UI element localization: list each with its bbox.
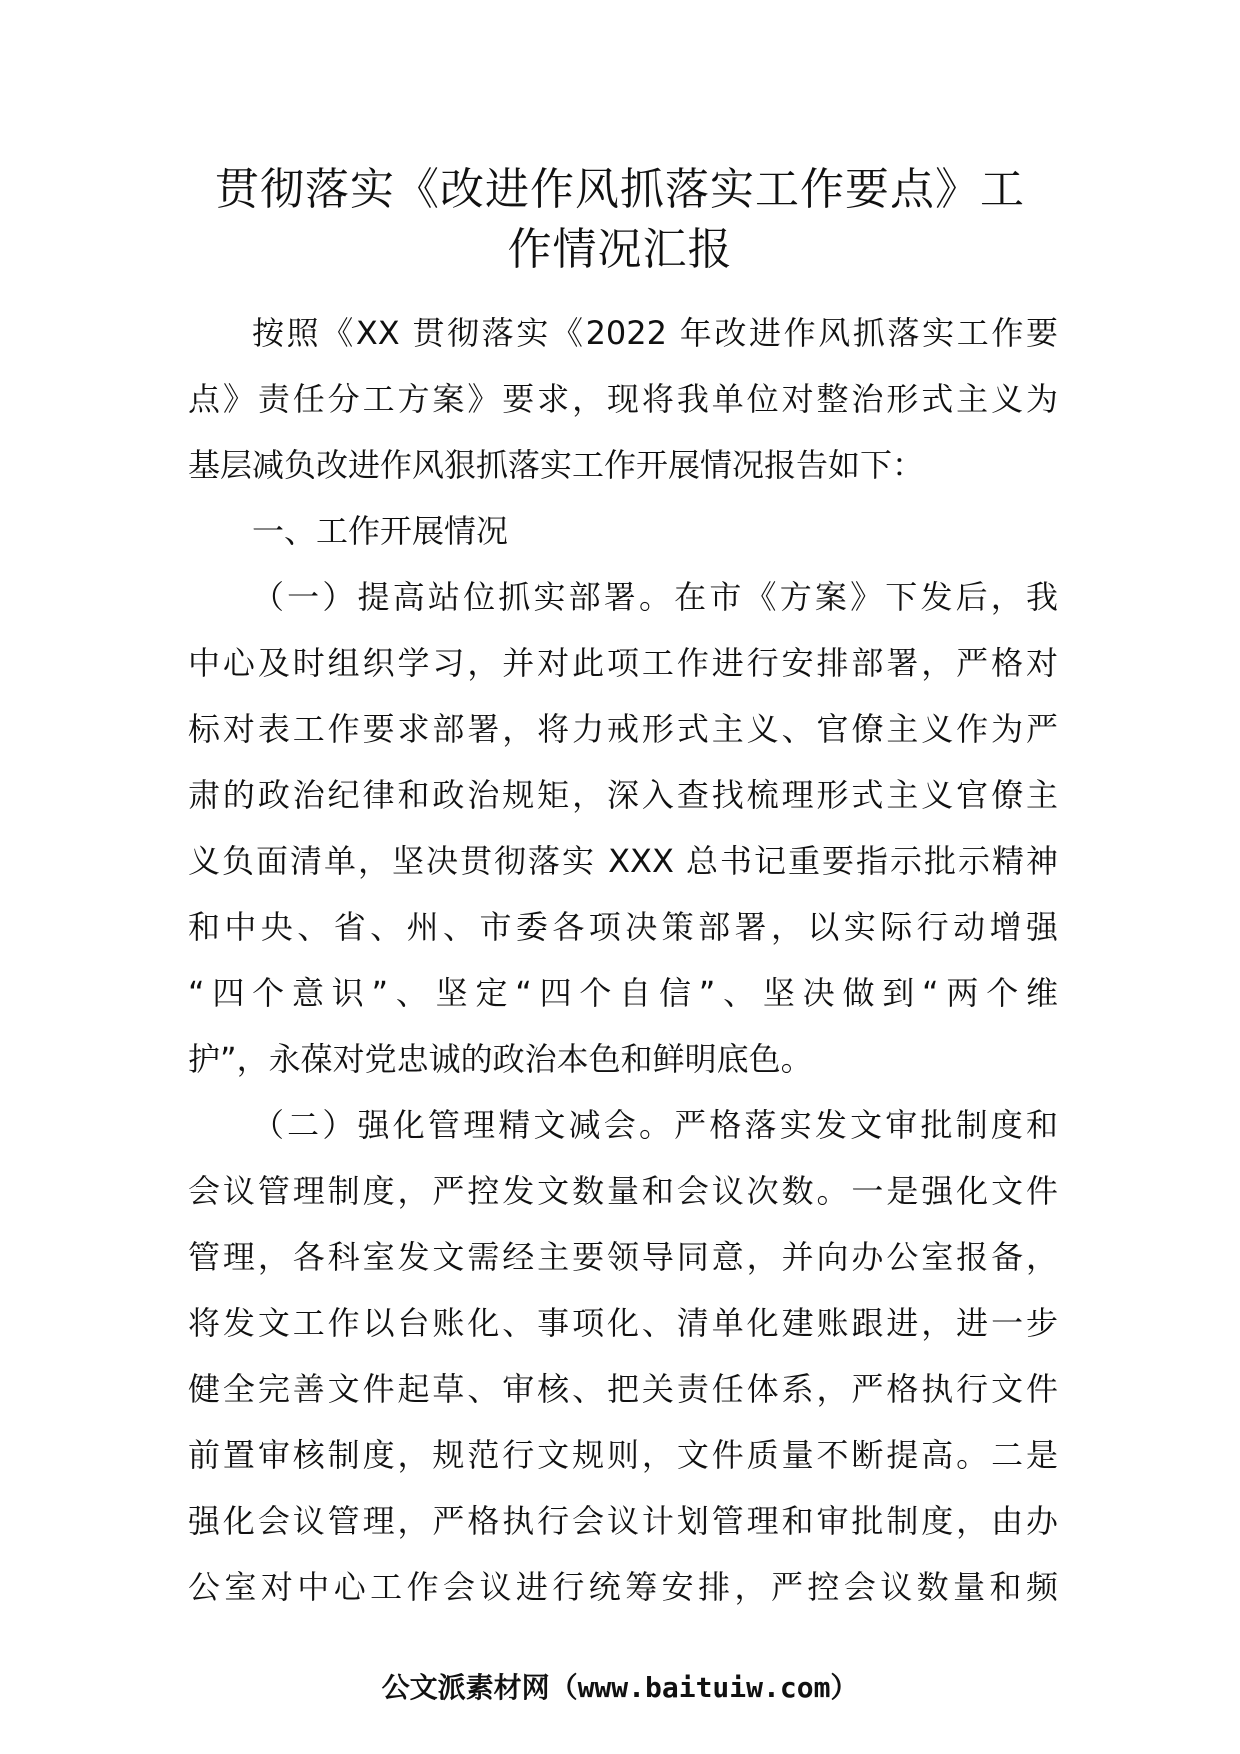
title-line-2: 作情况汇报: [507, 224, 733, 275]
text-line: 将发文工作以台账化、事项化、清单化建账跟进，进一步: [188, 1304, 1058, 1342]
document-title: [190, 160, 1050, 280]
paragraph-item-2: [188, 1092, 1058, 1620]
text-line: 一、工作开展情况: [252, 512, 509, 550]
text-line: 按照《XX 贯彻落实《2022 年改进作风抓落实工作要: [252, 314, 1058, 352]
text-line: （二）强化管理精文减会。严格落实发文审批制度和: [252, 1106, 1058, 1144]
text-line: “四个意识”、坚定“四个自信”、坚决做到“两个维: [188, 974, 1058, 1012]
text-line: 肃的政治纪律和政治规矩，深入查找梳理形式主义官僚主: [188, 776, 1058, 814]
title-line-1: 贯彻落实《改进作风抓落实工作要点》工: [215, 164, 1025, 215]
text-line: 义负面清单，坚决贯彻落实 XXX 总书记重要指示批示精神: [188, 842, 1058, 880]
footer-watermark: 公文派素材网（www.baituiw.com）: [381, 1671, 859, 1704]
section-heading: [188, 498, 1058, 564]
text-line: 中心及时组织学习，并对此项工作进行安排部署，严格对: [188, 644, 1058, 682]
text-line: 基层减负改进作风狠抓落实工作开展情况报告如下：: [188, 446, 925, 484]
text-line: 健全完善文件起草、审核、把关责任体系，严格执行文件: [188, 1370, 1058, 1408]
text-line: 管理，各科室发文需经主要领导同意，并向办公室报备，: [188, 1238, 1058, 1276]
text-line: 护”，永葆对党忠诚的政治本色和鲜明底色。: [188, 1040, 813, 1078]
paragraph-item-1: [188, 564, 1058, 1092]
text-line: （一）提高站位抓实部署。在市《方案》下发后，我: [252, 578, 1058, 616]
text-line: 公室对中心工作会议进行统筹安排，严控会议数量和频: [188, 1568, 1058, 1606]
text-line: 点》责任分工方案》要求，现将我单位对整治形式主义为: [188, 380, 1058, 418]
text-line: 和中央、省、州、市委各项决策部署，以实际行动增强: [188, 908, 1058, 946]
text-line: 前置审核制度，规范行文规则，文件质量不断提高。二是: [188, 1436, 1058, 1474]
paragraph-intro: [188, 300, 1058, 498]
document-body: [188, 300, 1058, 1620]
text-line: 标对表工作要求部署，将力戒形式主义、官僚主义作为严: [188, 710, 1058, 748]
text-line: 会议管理制度，严控发文数量和会议次数。一是强化文件: [188, 1172, 1058, 1210]
text-line: 强化会议管理，严格执行会议计划管理和审批制度，由办: [188, 1502, 1058, 1540]
